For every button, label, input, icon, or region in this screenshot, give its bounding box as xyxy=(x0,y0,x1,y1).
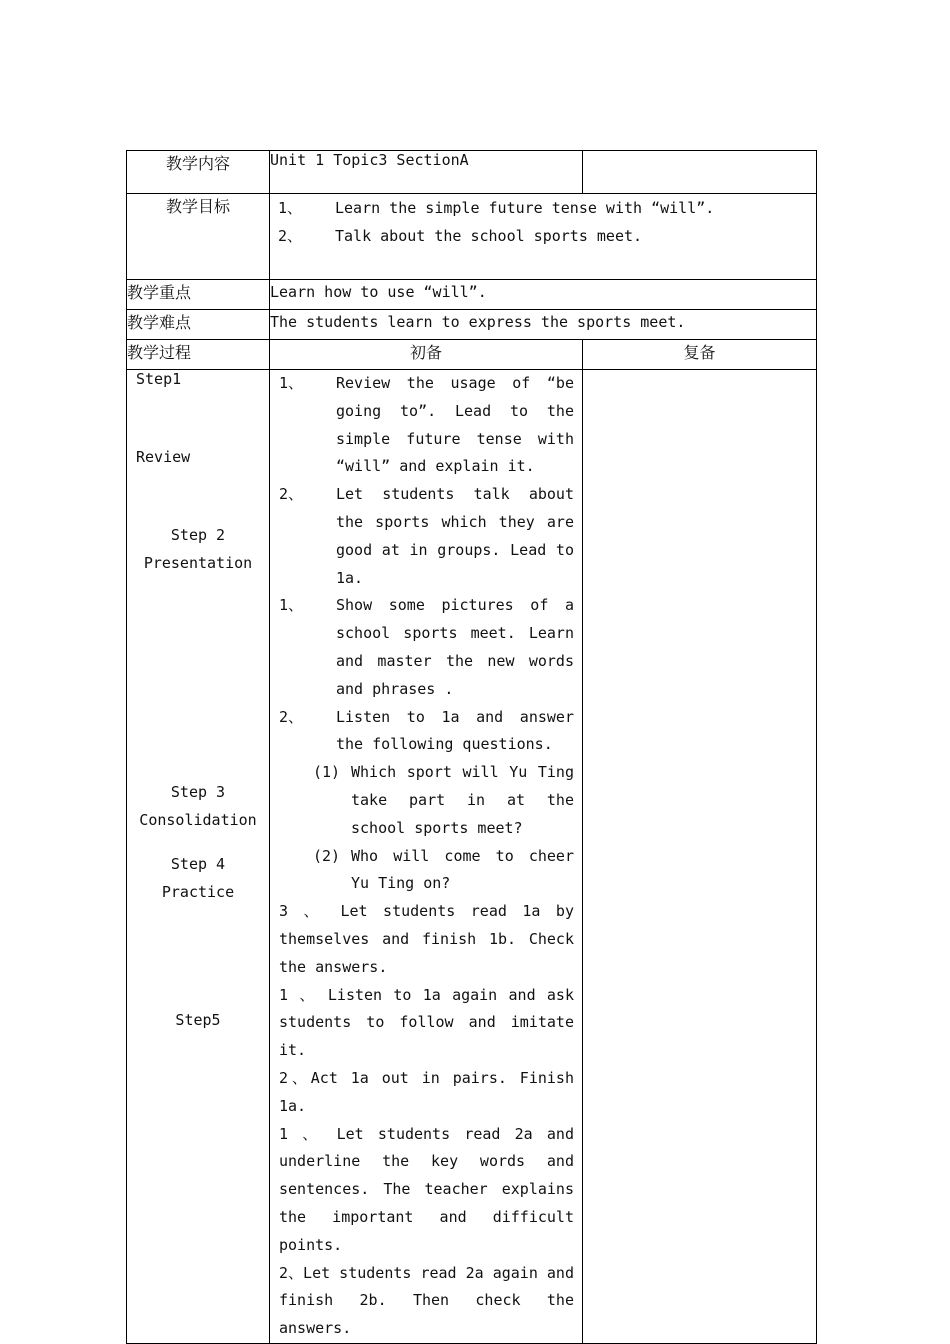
label-key-points: 教学重点 xyxy=(127,280,270,310)
item-text: Listen to 1a and answer the following questions. xyxy=(336,707,574,754)
goal-item xyxy=(270,222,816,250)
empty-cell xyxy=(583,151,817,194)
item-text: Show some pictures of a school sports meet. Learn and master the new words and phrases . xyxy=(336,596,574,698)
presentation-item-3: 3 、 Let students read 1a by themselves and finish 1b. Check the answers. xyxy=(279,902,574,976)
practice-item-2: 2、Let students read 2a again and finish 2b. Then check the answers. xyxy=(279,1263,574,1338)
teaching-content-value: Unit 1 Topic3 SectionA xyxy=(270,151,583,194)
row-goals xyxy=(127,194,817,280)
steps-column xyxy=(127,370,270,1344)
goal-text: Talk about the school sports meet. xyxy=(335,227,643,245)
goal-item xyxy=(270,194,816,222)
question-text: Which sport will Yu Ting take part in at the school sports meet? xyxy=(351,763,574,837)
item-number: 2、 xyxy=(279,707,304,726)
lesson-plan-table xyxy=(126,150,817,1344)
row-difficulty xyxy=(127,310,817,340)
presentation-item xyxy=(279,704,574,760)
row-process-header xyxy=(127,340,817,370)
step2-label: Step 2 xyxy=(170,526,226,544)
presentation-label: Presentation xyxy=(143,554,253,572)
row-key-points xyxy=(127,280,817,310)
practice-item-1: 1 、 Let students read 2a and underline the key words and sentences. The teacher explains the important and difficult points. xyxy=(279,1124,574,1254)
question-number: (2) xyxy=(313,846,341,865)
item-number: 2、 xyxy=(279,485,304,504)
column-draft-header: 初备 xyxy=(270,340,583,370)
step3-label: Step 3 xyxy=(170,783,226,801)
question-item xyxy=(279,843,574,899)
step1-label: Step1 xyxy=(136,370,182,388)
label-teaching-content: 教学内容 xyxy=(127,151,270,194)
goals-cell xyxy=(270,194,817,280)
consolidation-item-2: 2、Act 1a out in pairs. Finish 1a. xyxy=(279,1068,574,1115)
review-item xyxy=(279,370,574,481)
item-text: Review the usage of “be going to”. Lead to the simple future tense with “will” and explain it. xyxy=(336,374,574,476)
row-content xyxy=(127,151,817,194)
goal-text: Learn the simple future tense with “will”. xyxy=(335,199,715,217)
step4-label: Step 4 xyxy=(170,855,226,873)
goal-number: 1、 xyxy=(278,199,303,217)
question-text: Who will come to cheer Yu Ting on? xyxy=(351,846,574,893)
presentation-item xyxy=(279,592,574,703)
practice-label: Practice xyxy=(161,883,235,901)
item-number: 1、 xyxy=(279,374,304,392)
item-text: Let students talk about the sports which they are good at in groups. Lead to 1a. xyxy=(336,485,574,587)
goal-number: 2、 xyxy=(278,227,303,245)
difficulty-value: The students learn to express the sports meet. xyxy=(270,310,817,340)
key-points-value: Learn how to use “will”. xyxy=(270,280,817,310)
column-review-header: 复备 xyxy=(583,340,817,370)
consolidation-label: Consolidation xyxy=(139,811,257,829)
label-process: 教学过程 xyxy=(127,340,270,370)
review-column xyxy=(583,370,817,1344)
label-teaching-goals: 教学目标 xyxy=(127,194,270,280)
review-label: Review xyxy=(136,448,191,466)
label-difficulty: 教学难点 xyxy=(127,310,270,340)
item-number: 1、 xyxy=(279,596,304,615)
question-number: (1) xyxy=(313,763,341,782)
consolidation-item-1: 1 、 Listen to 1a again and ask students to follow and imitate it. xyxy=(279,985,574,1060)
step5-label: Step5 xyxy=(175,1011,221,1029)
draft-column xyxy=(270,370,583,1344)
row-process-body xyxy=(127,370,817,1344)
question-item xyxy=(279,759,574,842)
review-item xyxy=(279,481,574,592)
